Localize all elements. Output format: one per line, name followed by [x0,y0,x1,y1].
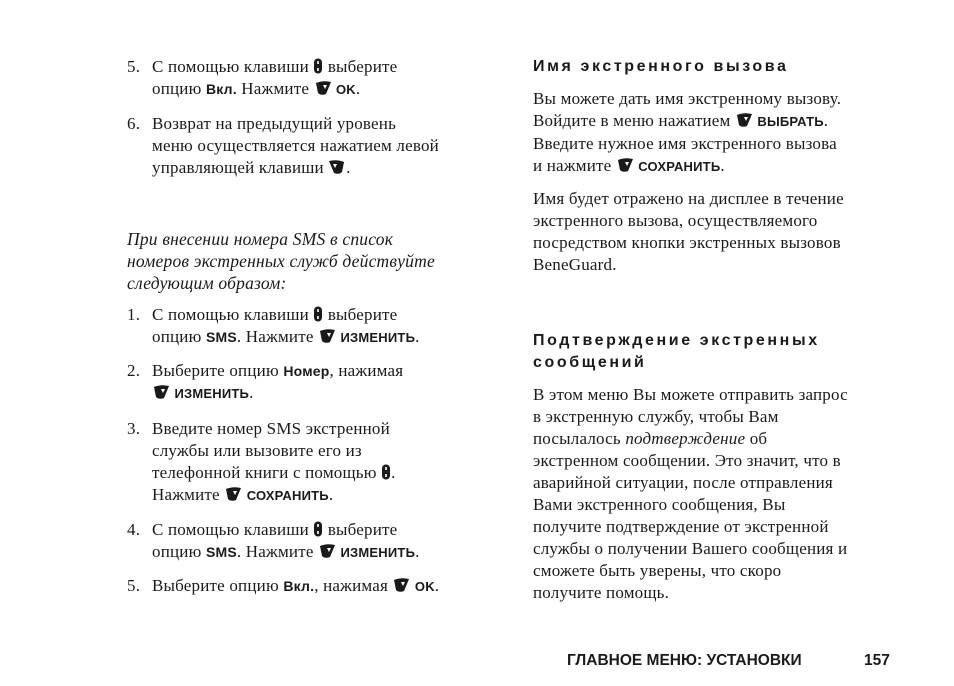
paragraph-line: BeneGuard. [533,255,617,274]
paragraph [533,88,903,178]
item-text: Выберите опцию [152,576,279,595]
sms-instructions-heading [127,228,497,294]
punctuation: . [720,156,725,175]
heading-line: номеров экстренных служб действуйте [127,251,435,271]
punctuation: . [328,485,334,504]
heading-line: При внесении номера SMS в список [127,229,394,249]
item-number: 5. [127,576,141,595]
item-text: Нажмите [241,79,310,98]
option-name: Номер [283,363,330,379]
item-text: Возврат на предыдущий уровень [152,114,397,133]
scroll-key-icon [313,521,323,537]
page-number: 157 [864,652,890,669]
heading-line: сообщений [533,354,647,371]
item-text: меню осуществляется нажатием левой [152,136,439,155]
paragraph-line: экстренном сообщении. Это значит, что в [533,451,841,470]
punctuation: . [346,158,351,177]
item-number: 5. [127,57,141,76]
item-text: С помощью клавиши [152,305,309,324]
heading-line: следующим образом: [127,273,287,293]
right-softkey-icon [224,486,242,502]
item-text: Нажмите [152,485,220,504]
item-number: 1. [127,305,141,324]
left-softkey-icon [328,159,346,175]
punctuation: . [415,327,420,346]
paragraph-line: об [749,429,768,448]
right-softkey-icon [152,384,170,400]
item-text: управляющей клавиши [152,158,324,177]
item-text: . Нажмите [236,327,314,346]
paragraph-line: получите помощь. [533,583,670,602]
item-text: телефонной книги с помощью [152,463,377,482]
right-softkey-icon [314,80,332,96]
paragraph [533,384,903,604]
paragraph [533,188,903,276]
right-softkey-icon [392,577,410,593]
option-name: SMS [205,544,237,560]
softkey-label: OK [336,82,356,97]
paragraph-line: В этом меню Вы можете отправить запрос [533,385,848,404]
item-text: , нажимая [314,576,388,595]
item-text: выберите [327,57,398,76]
right-softkey-icon [318,328,336,344]
footer-section-title: ГЛАВНОЕ МЕНЮ: УСТАНОВКИ [567,652,802,669]
item-text: Введите номер SMS экстренной [152,419,390,438]
option-name: Вкл. [205,81,237,97]
paragraph-line: посредством кнопки экстренных вызовов [533,233,841,252]
item-number: 6. [127,114,141,133]
paragraph-line: службы о получении Вашего сообщения и [533,539,848,558]
item-text: С помощью клавиши [152,520,309,539]
item-text: С помощью клавиши [152,57,309,76]
punctuation: . [415,542,420,561]
scroll-key-icon [313,58,323,74]
paragraph-line: аварийной ситуации, после отправления [533,473,833,492]
paragraph-line: Войдите в меню нажатием [533,111,731,130]
paragraph-line: посылалось [533,429,621,448]
item-number: 4. [127,520,141,539]
softkey-label: OK [414,579,435,594]
item-text: выберите [327,520,398,539]
softkey-label: СОХРАНИТЬ [246,488,329,503]
item-text: опцию [152,542,202,561]
punctuation: . [434,576,440,595]
scroll-key-icon [313,306,323,322]
item-number: 2. [127,361,141,380]
item-text: опцию [152,79,202,98]
right-softkey-icon [616,157,634,173]
item-text: опцию [152,327,202,346]
paragraph-line: Имя будет отражено на дисплее в течение [533,189,844,208]
section-heading: Имя экстренного вызова [533,58,789,75]
paragraph-line: Вы можете дать имя экстренному вызову. [533,89,842,108]
punctuation: . [391,463,396,482]
item-text: Выберите опцию [152,361,279,380]
paragraph-line: и нажмите [533,156,612,175]
emphasis-text: подтверждение [625,429,746,448]
item-text: . Нажмите [236,542,314,561]
scroll-key-icon [381,464,391,480]
heading-line: Подтверждение экстренных [533,332,820,349]
softkey-label: ИЗМЕНИТЬ [340,330,416,345]
paragraph-line: в экстренную службу, чтобы Вам [533,407,779,426]
softkey-label: ИЗМЕНИТЬ [340,545,416,560]
item-text: выберите [327,305,398,324]
option-name: Вкл. [283,578,315,594]
item-text: , нажимая [329,361,404,380]
item-number: 3. [127,419,141,438]
paragraph-line: сможете быть уверены, что скоро [533,561,782,580]
paragraph-line: получите подтверждение от экстренной [533,517,829,536]
softkey-label: ВЫБРАТЬ [757,114,824,129]
paragraph-line: Вами экстренного сообщения, Вы [533,495,786,514]
option-name: SMS [205,329,237,345]
punctuation: . [355,79,361,98]
right-softkey-icon [735,112,753,128]
section-heading [533,330,913,374]
punctuation: . [823,111,829,130]
punctuation: . [249,383,254,402]
paragraph-line: экстренного вызова, осуществляемого [533,211,818,230]
right-softkey-icon [318,543,336,559]
softkey-label: СОХРАНИТЬ [638,159,721,174]
item-text: службы или вызовите его из [152,441,362,460]
softkey-label: ИЗМЕНИТЬ [174,386,250,401]
paragraph-line: Введите нужное имя экстренного вызова [533,134,837,153]
